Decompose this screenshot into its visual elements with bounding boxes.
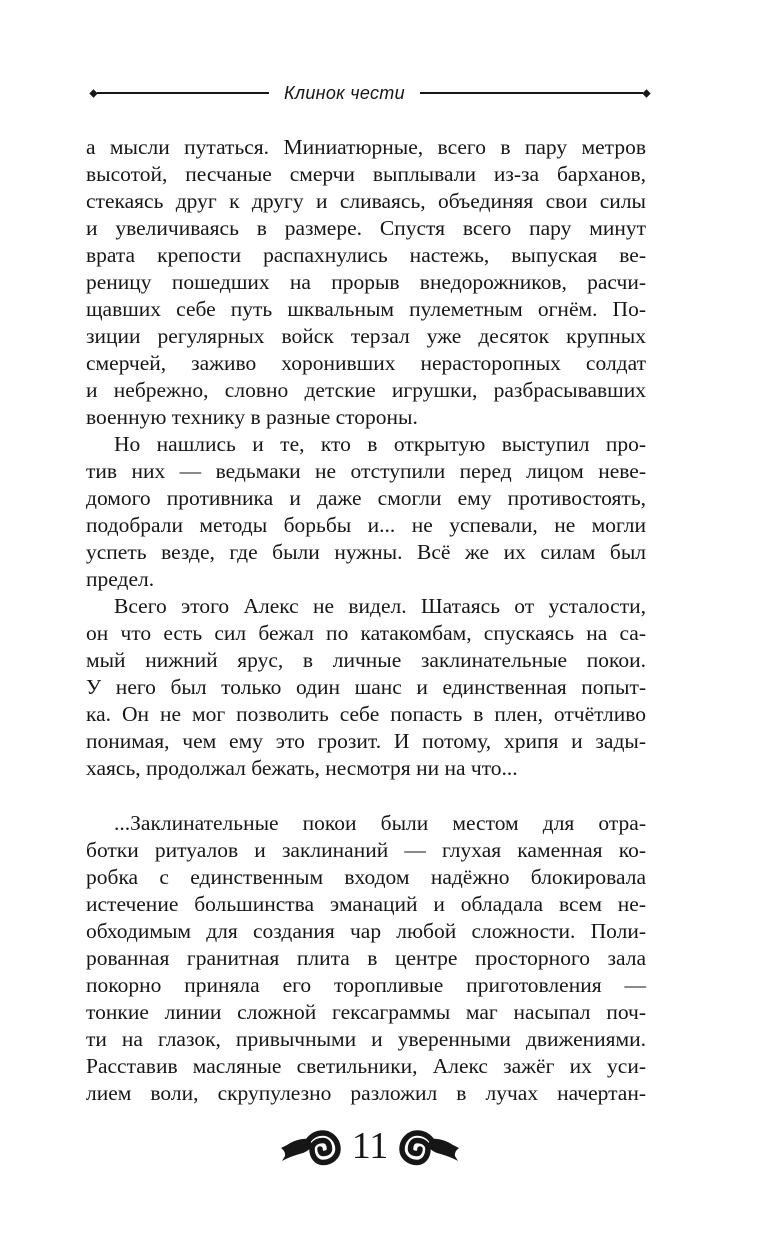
text-line: ботки ритуалов и заклинаний — глухая каменная ко- [86,838,646,862]
text-line: понимая, чем ему это грозит. И потому, хрипя и зады- [86,729,646,753]
page-number: 11 [351,1125,389,1167]
text-line: Но нашлись и те, кто в открытую выступил про- [114,432,646,456]
text-line: ...Заклинательные покои были местом для отра- [114,811,646,835]
text-line: обходимым для создания чар любой сложности. Поли- [86,919,646,943]
footer-flourish-right-icon [399,1130,461,1166]
text-line: лием воли, скрупулезно разложил в лучах начертан- [86,1081,646,1105]
page-footer [0,1126,754,1170]
text-line: зиции регулярных войск терзал уже десяток крупных [86,324,646,348]
text-line: робка с единственным входом надёжно блокировала [86,865,646,889]
footer-flourish-left-icon [279,1130,341,1166]
header-rule-right [420,92,643,94]
text-line: предел. [86,567,155,591]
running-header-title: Клинок чести [283,82,405,103]
text-line: Всего этого Алекс не видел. Шатаясь от усталости, [114,594,646,618]
text-line: высотой, песчаные смерчи выплывали из-за барханов, [86,162,646,186]
text-line: а мысли путаться. Миниатюрные, всего в пару метров [86,135,646,159]
text-line: ти на глазок, привычными и уверенными движениями. [86,1027,646,1051]
rule-end-diamond-right-icon [642,89,650,97]
text-line: истечение большинства эманаций и обладала всем не- [86,892,646,916]
paragraph [86,134,646,431]
text-line: Расставив масляные светильники, Алекс зажёг их уси- [86,1054,646,1078]
text-line: и небрежно, словно детские игрушки, разбрасывавших [86,378,646,402]
text-line: тонкие линии сложной гексаграммы маг насыпал поч- [86,1000,646,1024]
text-line: подобрали методы борьбы и... не успевали, не могли [86,513,646,537]
paragraph [86,810,646,1107]
text-line: тив них — ведьмаки не отступили перед лицом неве- [86,459,646,483]
text-line: домого противника и даже смогли ему противостоять, [86,486,646,510]
rule-end-diamond-left-icon [89,89,97,97]
text-line: успеть везде, где были нужны. Всё же их силам был [86,540,646,564]
paragraph [86,431,646,593]
text-line: военную технику в разные стороны. [86,405,418,429]
running-header [90,80,650,106]
text-line: хаясь, продолжал бежать, несмотря ни на что... [86,756,518,780]
text-line: мый нижний ярус, в личные заклинательные покои. [86,648,646,672]
text-line: стекаясь друг к другу и сливаясь, объединяя свои силы [86,189,646,213]
text-line: рованная гранитная плита в центре просторного зала [86,946,646,970]
paragraph [86,593,646,782]
text-line: покорно приняла его торопливые приготовления — [86,973,646,997]
text-line: ка. Он не мог позволить себе попасть в плен, отчётливо [86,702,646,726]
body-text [86,134,646,1107]
text-line: и увеличиваясь в размере. Спустя всего пару минут [86,216,646,240]
header-rule-left [97,92,269,94]
text-line: он что есть сил бежал по катакомбам, спускаясь на са- [86,621,646,645]
text-line: врата крепости распахнулись настежь, выпуская ве- [86,243,646,267]
text-line: реницу пошедших на прорыв внедорожников, расчи- [86,270,646,294]
text-line: смерчей, заживо хоронивших нерасторопных солдат [86,351,646,375]
text-line: щавших себе путь шквальным пулеметным огнём. По- [86,297,646,321]
text-line: У него был только один шанс и единственная попыт- [86,675,646,699]
